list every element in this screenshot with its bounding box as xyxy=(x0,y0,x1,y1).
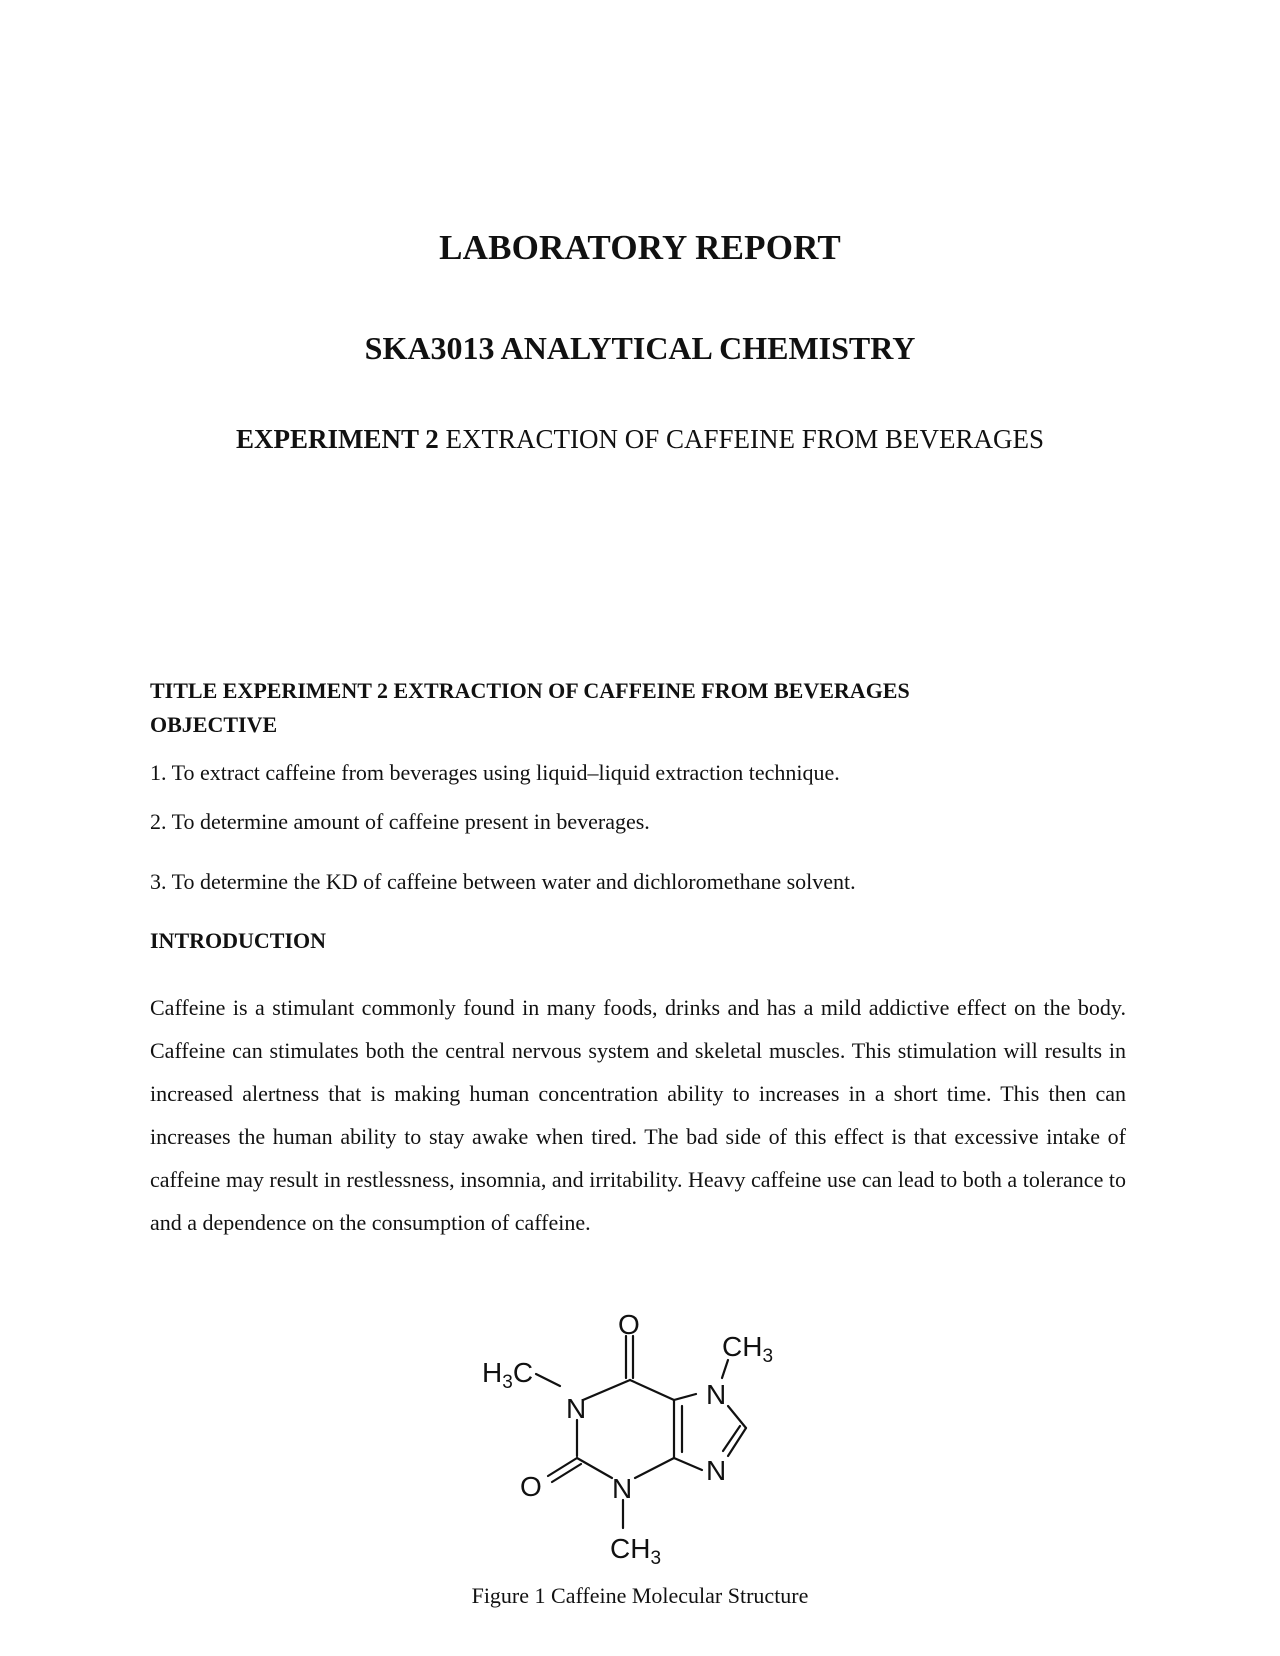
title-section xyxy=(150,674,1126,742)
nitrogen-9-label: N xyxy=(706,1455,727,1486)
title-line: TITLE EXPERIMENT 2 EXTRACTION OF CAFFEINE FROM BEVERAGES xyxy=(150,678,910,703)
introduction-heading: INTRODUCTION xyxy=(150,928,327,953)
nitrogen-7-label: N xyxy=(706,1379,727,1410)
experiment-label: EXPERIMENT 2 xyxy=(235,424,439,454)
experiment-title xyxy=(0,424,1280,455)
nitrogen-3-label: N xyxy=(612,1473,633,1504)
report-title: LABORATORY REPORT xyxy=(439,228,841,267)
methyl-left-label: $H_3C$ xyxy=(482,1357,534,1393)
objective-item: 2. To determine amount of caffeine present in beverages. xyxy=(150,809,650,834)
objective-item: 3. To determine the KD of caffeine between water and dichloromethane solvent. xyxy=(150,869,856,894)
oxygen-top-label: O xyxy=(618,1310,640,1340)
oxygen-left-label: O xyxy=(520,1471,542,1502)
objective-heading: OBJECTIVE xyxy=(150,712,278,737)
caffeine-structure-figure xyxy=(470,1310,810,1570)
methyl-top-label: $CH_3$ xyxy=(722,1331,774,1367)
introduction-paragraph: Caffeine is a stimulant commonly found in many foods, drinks and has a mild addictive effect on the body. Caffeine can stimulates both the central nervous system and skeletal muscles. This stimulation will results in increased alertness that is making human concentration ability to increases in a short time. This then can increases the human ability to stay awake when tired. The bad side of this effect is that excessive intake of caffeine may result in restlessness, insomnia, and irritability. Heavy caffeine use can lead to both a tolerance to and a dependence on the consumption of caffeine. xyxy=(150,995,1126,1235)
molecule-bonds xyxy=(536,1336,746,1528)
nitrogen-1-label: N xyxy=(566,1393,587,1424)
course-title: SKA3013 ANALYTICAL CHEMISTRY xyxy=(364,330,916,366)
methyl-bottom-label: $CH_3$ xyxy=(610,1533,662,1569)
objective-item: 1. To extract caffeine from beverages using liquid–liquid extraction technique. xyxy=(150,760,840,785)
figure-caption: Figure 1 Caffeine Molecular Structure xyxy=(471,1583,809,1608)
molecule-labels xyxy=(482,1310,773,1569)
experiment-name: EXTRACTION OF CAFFEINE FROM BEVERAGES xyxy=(445,424,1045,454)
